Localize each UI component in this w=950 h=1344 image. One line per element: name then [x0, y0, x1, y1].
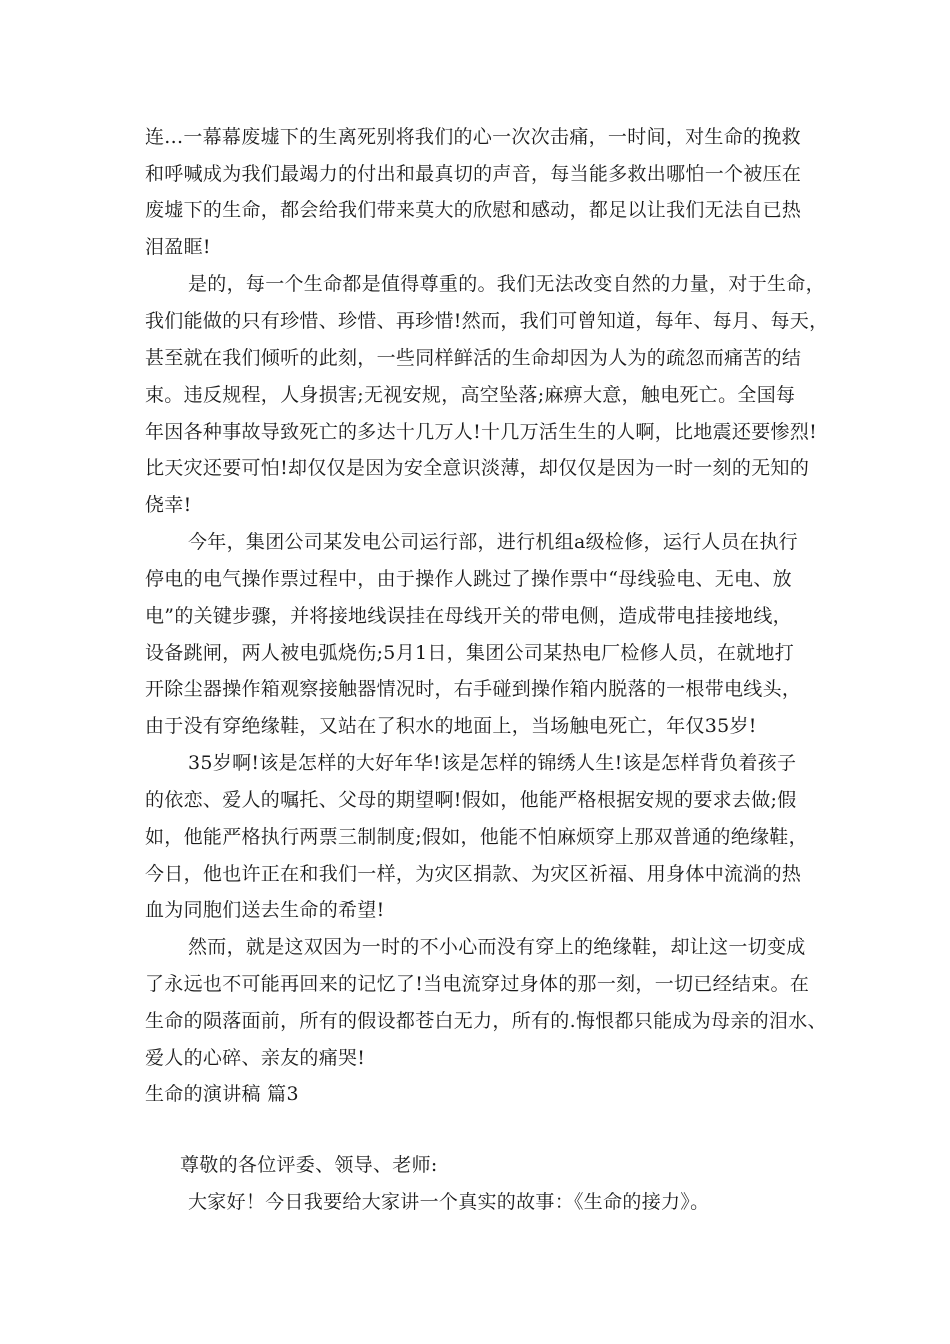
body-text-line: 泪盈眶!	[145, 236, 211, 258]
body-text-line: 比天灾还要可怕!却仅仅是因为安全意识淡薄，却仅仅是因为一时一刻的无知的	[145, 457, 810, 479]
body-text-line: 开除尘器操作箱观察接触器情况时，右手碰到操作箱内脱落的一根带电线头，	[145, 678, 802, 700]
body-text-line: 连...一幕幕废墟下的生离死别将我们的心一次次击痛，一时间，对生命的挽救	[145, 126, 801, 148]
body-text-line: 废墟下的生命，都会给我们带来莫大的欣慰和感动，都足以让我们无法自已热	[145, 199, 802, 221]
opening-line: 大家好！今日我要给大家讲一个真实的故事：《生命的接力》。	[188, 1191, 710, 1213]
body-text-line: 电”的关键步骤，并将接地线误挂在母线开关的带电侧，造成带电挂接地线，	[145, 605, 792, 627]
body-text-line: 的依恋、爱人的嘱托、父母的期望啊!假如，他能严格根据安规的要求去做;假	[145, 789, 797, 811]
section-heading: 生命的演讲稿 篇3	[145, 1083, 299, 1105]
body-text-line: 今日，他也许正在和我们一样，为灾区捐款、为灾区祈福、用身体中流淌的热	[145, 863, 802, 885]
body-text-line: 由于没有穿绝缘鞋，又站在了积水的地面上，当场触电死亡，年仅35岁!	[145, 715, 757, 737]
body-text-line: 我们能做的只有珍惜、珍惜、再珍惜!然而，我们可曾知道，每年、每月、每天，	[145, 310, 829, 332]
body-text-line: 甚至就在我们倾听的此刻，一些同样鲜活的生命却因为人为的疏忽而痛苦的结	[145, 347, 802, 369]
body-text-line: 侥幸!	[145, 494, 192, 516]
body-text-line: 和呼喊成为我们最竭力的付出和最真切的声音，每当能多救出哪怕一个被压在	[145, 163, 802, 185]
paragraph-first-line: 是的，每一个生命都是值得尊重的。我们无法改变自然的力量，对于生命，	[188, 273, 825, 295]
body-text-line: 如，他能严格执行两票三制制度;假如，他能不怕麻烦穿上那双普通的绝缘鞋，	[145, 826, 808, 848]
body-text-line: 了永远也不可能再回来的记忆了!当电流穿过身体的那一刻，一切已经结束。在	[145, 973, 810, 995]
body-text-line: 设备跳闸，两人被电弧烧伤;5月1日，集团公司某热电厂检修人员，在就地打	[145, 642, 795, 664]
paragraph-first-line: 35岁啊!该是怎样的大好年华!该是怎样的锦绣人生!该是怎样背负着孩子	[188, 752, 797, 774]
body-text-line: 年因各种事故导致死亡的多达十几万人!十几万活生生的人啊，比地震还要惨烈!	[145, 421, 818, 443]
body-text-line: 爱人的心碎、亲友的痛哭!	[145, 1047, 366, 1069]
paragraph-first-line: 然而，就是这双因为一时的不小心而没有穿上的绝缘鞋，却让这一切变成	[188, 936, 806, 958]
body-text-line: 束。违反规程，人身损害;无视安规，高空坠落;麻痹大意，触电死亡。全国每	[145, 384, 796, 406]
body-text-line: 血为同胞们送去生命的希望!	[145, 899, 385, 921]
body-text-line: 停电的电气操作票过程中，由于操作人跳过了操作票中“母线验电、无电、放	[145, 568, 792, 590]
body-text-line: 生命的陨落面前，所有的假设都苍白无力，所有的.悔恨都只能成为母亲的泪水、	[145, 1010, 827, 1032]
paragraph-first-line: 今年，集团公司某发电公司运行部，进行机组a级检修，运行人员在执行	[188, 531, 798, 553]
salutation: 尊敬的各位评委、领导、老师:	[180, 1154, 438, 1176]
